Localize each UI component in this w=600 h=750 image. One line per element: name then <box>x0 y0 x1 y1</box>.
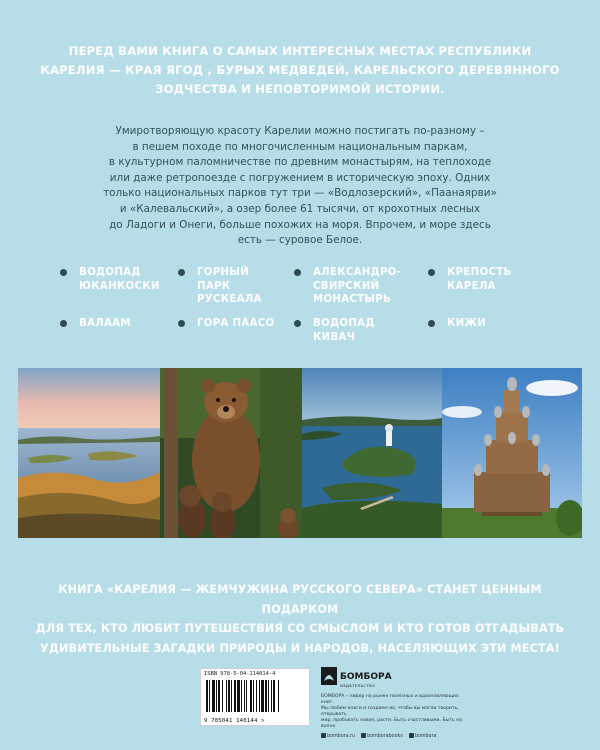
description-line: до Ладоги и Онеги, больше похожих на моря. Впрочем, и море здесь <box>109 218 491 231</box>
website-link[interactable] <box>321 733 355 739</box>
publisher-name: БОМБОРА <box>340 672 392 682</box>
outro-line: КНИГА «КАРЕЛИЯ — ЖЕМЧУЖИНА РУССКОГО СЕВЕРА» СТАНЕТ ЦЕННЫМ ПОДАРКОМ <box>58 583 542 616</box>
place-item <box>428 317 540 331</box>
bullet-icon <box>294 320 301 327</box>
bullet-icon <box>178 269 185 276</box>
place-label: ВОДОПАД ЮКАНКОСКИ <box>79 267 160 292</box>
description-line: только национальных парков тут три — «Водлозерский», «Паанаярви» <box>103 187 497 200</box>
bullet-icon <box>428 269 435 276</box>
place-item <box>294 317 418 344</box>
place-label: ГОРА ПААСО <box>197 318 275 329</box>
bullet-icon <box>60 269 67 276</box>
description-text <box>58 124 542 249</box>
publisher-description-line: Мы любим книги и создаем их, чтобы вы могли творить, открывать <box>321 706 459 717</box>
publisher-links <box>321 733 471 739</box>
place-label: ГОРНЫЙ ПАРК РУСКЕАЛА <box>197 267 262 305</box>
place-label: ВОДОПАД КИВАЧ <box>313 318 375 343</box>
place-item <box>428 266 528 293</box>
place-item <box>60 317 172 331</box>
barcode <box>200 668 310 726</box>
description-line: и «Калевальский», а озер более 61 тысячи, от крохотных лесных <box>119 202 481 215</box>
vk-icon <box>361 733 366 738</box>
publisher-description-line: мир, пробовать новое, расти. Быть счастливыми. Быть на волне. <box>321 718 462 729</box>
globe-icon <box>321 733 326 738</box>
publisher-subtitle: ИЗДАТЕЛЬСТВО <box>340 683 376 688</box>
church-photo <box>442 368 582 538</box>
places-list <box>60 266 560 343</box>
place-item <box>178 317 290 331</box>
barcode-number: 9 785041 140144 > <box>204 718 265 724</box>
bears-photo <box>160 368 302 538</box>
outro-text <box>30 580 570 658</box>
bullet-icon <box>428 320 435 327</box>
publisher-block <box>321 664 471 739</box>
isbn-text: ISBN 978-5-04-114014-4 <box>204 671 276 677</box>
place-label: КРЕПОСТЬ КАРЕЛА <box>447 267 512 292</box>
bullet-icon <box>294 269 301 276</box>
social-link-label: bombora <box>414 734 437 739</box>
website-link-label: bombora.ru <box>327 734 356 739</box>
bullet-icon <box>178 320 185 327</box>
bombora-logo-icon <box>321 667 337 685</box>
bullet-icon <box>60 320 67 327</box>
photo-strip <box>18 368 582 538</box>
social-link[interactable] <box>361 733 403 739</box>
lake-photo <box>18 368 160 538</box>
intro-text: ПЕРЕД ВАМИ КНИГА О САМЫХ ИНТЕРЕСНЫХ МЕСТАХ РЕСПУБЛИКИ КАРЕЛИЯ — КРАЯ ЯГОД , БУРЫХ МЕДВЕДЕЙ, КАРЕЛЬСКОГО ДЕРЕВЯННОГО ЗОДЧЕСТВА И НЕПОВТОРИМОЙ ИСТОРИИ. <box>40 44 560 96</box>
place-item <box>60 266 172 293</box>
social-link-label: bomborabooks <box>367 734 403 739</box>
publisher-description-line: БОМБОРА – лидер на рынке полезных и вдохновляющих книг. <box>321 694 459 705</box>
island-photo <box>302 368 442 538</box>
publisher-logo <box>321 664 471 688</box>
place-item <box>294 266 418 307</box>
place-item <box>178 266 278 307</box>
social-link[interactable] <box>409 733 437 739</box>
description-line: в пешем походе по многочисленным национальным паркам, <box>132 140 468 153</box>
description-line: есть — суровое Белое. <box>237 234 363 247</box>
description-line: или даже ретропоезде с погружением в историческую эпоху. Одних <box>109 171 491 184</box>
publisher-description <box>321 694 471 730</box>
place-label: ВАЛААМ <box>79 318 131 329</box>
outro-line: УДИВИТЕЛЬНЫЕ ЗАГАДКИ ПРИРОДЫ И НАРОДОВ, НАСЕЛЯЮЩИХ ЭТИ МЕСТА! <box>40 641 560 655</box>
place-label: АЛЕКСАНДРО-СВИРСКИЙ МОНАСТЫРЬ <box>313 267 402 305</box>
outro-line: ДЛЯ ТЕХ, КТО ЛЮБИТ ПУТЕШЕСТВИЯ СО СМЫСЛОМ И КТО ГОТОВ ОТГАДЫВАТЬ <box>35 622 565 635</box>
place-label: КИЖИ <box>447 318 487 329</box>
social-icon <box>409 733 414 738</box>
description-line: в культурном паломничестве по древним монастырям, на теплоходе <box>108 156 492 169</box>
description-line: Умиротворяющую красоту Карелии можно постигать по-разному – <box>115 125 485 137</box>
barcode-bars <box>206 680 304 712</box>
